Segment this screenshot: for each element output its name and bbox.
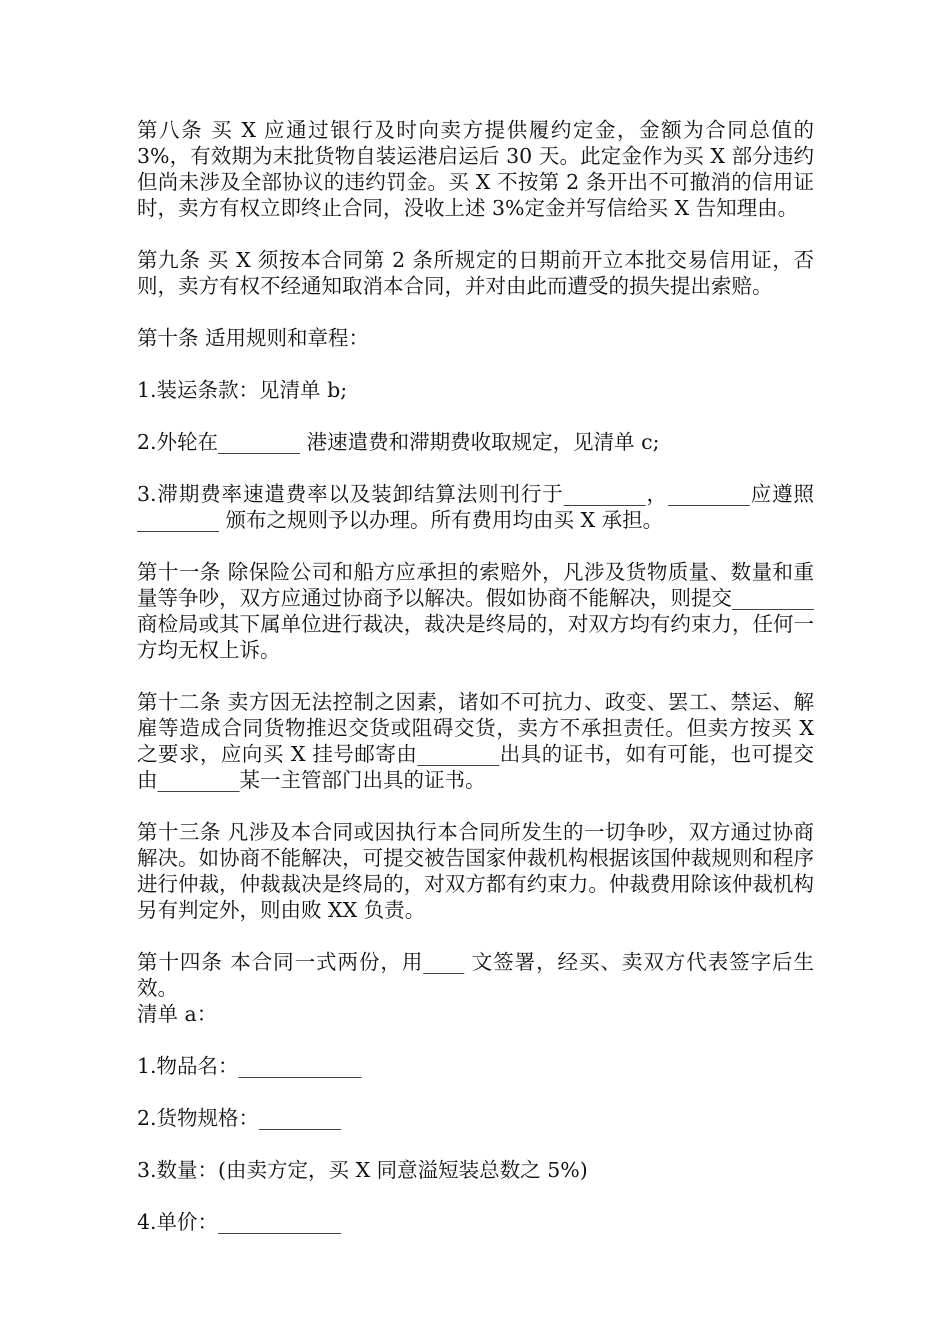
list-a-item-4: 4.单价：____________ (137, 1210, 342, 1234)
clause-13: 第十三条 凡涉及本合同或因执行本合同所发生的一切争吵，双方通过协商解决。如协商不能解决，可提交被告国家仲裁机构根据该国仲裁规则和程序进行仲裁，仲裁裁决是终局的，对双方都有约束力。仲裁费用除该仲裁机构另有判定外，则由败 XX 负责。 (137, 820, 814, 922)
clause-10-item-1: 1.装运条款：见清单 b; (137, 378, 348, 402)
clause-14: 第十四条 本合同一式两份，用____ 文签署，经买、卖双方代表签字后生效。 (137, 950, 814, 1000)
clause-8: 第八条 买 X 应通过银行及时向卖方提供履约定金，金额为合同总值的 3%，有效期为末批货物自装运港启运后 30 天。此定金作为买 X 部分违约但尚未涉及全部协议的违约罚金。买 X 不按第 2 条开出不可撤消的信用证时，卖方有权立即终止合同，没收上述 3%定金并写信给买 X 告知理由。 (137, 118, 814, 220)
list-a-item-1: 1.物品名：____________ (137, 1054, 362, 1078)
list-a-heading: 清单 a： (137, 1002, 218, 1026)
list-a-item-2: 2.货物规格：________ (137, 1106, 342, 1130)
clause-10-item-2: 2.外轮在________ 港速遣费和滞期费收取规定，见清单 c; (137, 430, 660, 454)
clause-10-item-3: 3.滞期费率速遣费率以及装卸结算法则刊行于________，________应遵照________ 颁布之规则予以办理。所有费用均由买 X 承担。 (137, 482, 814, 532)
clause-12: 第十二条 卖方因无法控制之因素，诸如不可抗力、政变、罢工、禁运、解雇等造成合同货物推迟交货或阻碍交货，卖方不承担责任。但卖方按买 X 之要求，应向买 X 挂号邮寄由________出具的证书，如有可能，也可提交由________某一主管部门出具的证书。 (137, 690, 814, 792)
clause-10-heading: 第十条 适用规则和章程： (137, 326, 370, 350)
clause-9: 第九条 买 X 须按本合同第 2 条所规定的日期前开立本批交易信用证，否则，卖方有权不经通知取消本合同，并对由此而遭受的损失提出索赔。 (137, 248, 814, 298)
list-a-item-3: 3.数量：(由卖方定，买 X 同意溢短装总数之 5%) (137, 1158, 588, 1182)
clause-11: 第十一条 除保险公司和船方应承担的索赔外，凡涉及货物质量、数量和重量等争吵，双方应通过协商予以解决。假如协商不能解决，则提交________ 商检局或其下属单位进行裁决，裁决是终局的，对双方均有约束力，任何一方均无权上诉。 (137, 560, 814, 662)
contract-text (137, 117, 814, 1261)
